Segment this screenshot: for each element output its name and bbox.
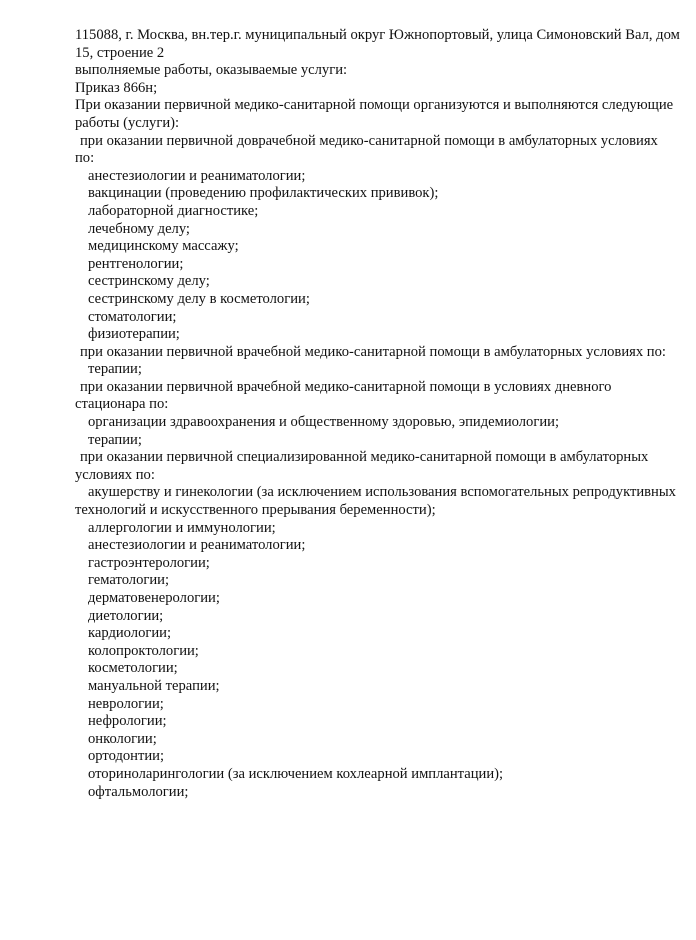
document-line: при оказании первичной врачебной медико-санитарной помощи в условиях дневного xyxy=(80,378,612,395)
document-line: сестринскому делу; xyxy=(88,273,210,290)
document-line: стоматологии; xyxy=(88,308,177,325)
document-line: терапии; xyxy=(88,361,142,378)
document-line: при оказании первичной специализированной медико-санитарной помощи в амбулаторных xyxy=(80,449,649,466)
document-line: сестринскому делу в косметологии; xyxy=(88,290,310,307)
document-line: вакцинации (проведению профилактических прививок); xyxy=(88,185,439,202)
document-line: рентгенологии; xyxy=(88,255,184,272)
document-line: лабораторной диагностике; xyxy=(88,202,259,219)
document-line: 15, строение 2 xyxy=(75,44,165,61)
document-line: онкологии; xyxy=(88,730,157,747)
document-line: офтальмологии; xyxy=(88,783,189,800)
document-line: организации здравоохранения и общественному здоровью, эпидемиологии; xyxy=(88,414,560,431)
document-line: стационара по: xyxy=(75,396,169,413)
document-line: выполняемые работы, оказываемые услуги: xyxy=(75,62,348,79)
document-line: диетологии; xyxy=(88,607,164,624)
document-line: работы (услуги): xyxy=(75,114,180,131)
document-line: кардиологии; xyxy=(88,625,172,642)
document-line: по: xyxy=(75,150,95,167)
document-line: при оказании первичной врачебной медико-санитарной помощи в амбулаторных условиях по: xyxy=(80,343,666,360)
document-line: терапии; xyxy=(88,431,142,448)
document-line: колопроктологии; xyxy=(88,642,199,659)
document-line: При оказании первичной медико-санитарной помощи организуются и выполняются следующие xyxy=(75,97,674,114)
document-line: лечебному делу; xyxy=(88,220,190,237)
document-line: условиях по: xyxy=(75,466,155,483)
document-line: Приказ 866н; xyxy=(75,79,158,96)
document-line: аллергологии и иммунологии; xyxy=(88,519,276,536)
document-line: гастроэнтерологии; xyxy=(88,554,210,571)
document-line: технологий и искусственного прерывания беременности); xyxy=(75,502,436,519)
document-line: физиотерапии; xyxy=(88,326,180,343)
document-line: анестезиологии и реаниматологии; xyxy=(88,537,306,554)
document-line: неврологии; xyxy=(88,695,164,712)
document-line: медицинскому массажу; xyxy=(88,238,239,255)
document-page xyxy=(75,27,690,801)
document-line: акушерству и гинекологии (за исключением использования вспомогательных репродуктивных xyxy=(88,484,676,501)
document-line: при оказании первичной доврачебной медико-санитарной помощи в амбулаторных условиях xyxy=(80,132,658,149)
document-line: дерматовенерологии; xyxy=(88,590,220,606)
document-line: мануальной терапии; xyxy=(88,677,220,694)
document-line: косметологии; xyxy=(88,660,178,677)
document-line: ортодонтии; xyxy=(88,748,165,765)
document-line: нефрологии; xyxy=(88,713,167,730)
document-line: анестезиологии и реаниматологии; xyxy=(88,167,306,184)
document-line: оториноларингологии (за исключением кохлеарной имплантации); xyxy=(88,765,504,782)
document-line: 115088, г. Москва, вн.тер.г. муниципальный округ Южнопортовый, улица Симоновский Вал, дом xyxy=(75,27,680,43)
document-line: гематологии; xyxy=(88,572,170,589)
